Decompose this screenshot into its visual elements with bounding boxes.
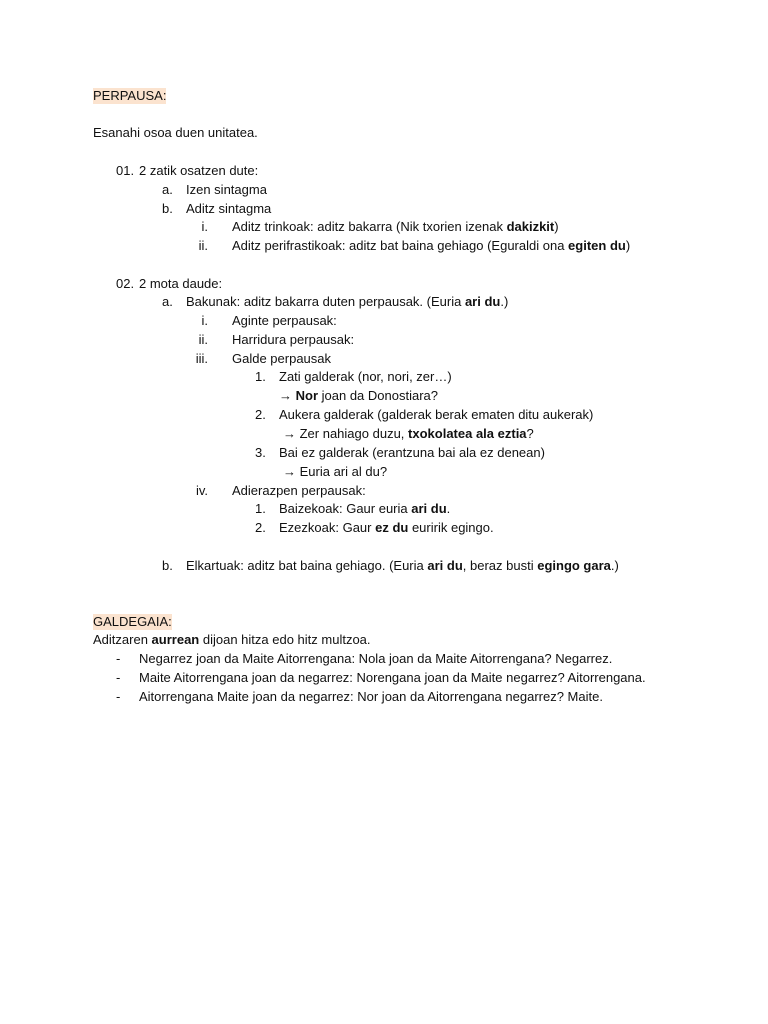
list-marker-02: 02.: [116, 276, 135, 291]
bullet-marker: -: [116, 670, 121, 685]
list-marker-01: 01.: [116, 163, 135, 178]
list-item-bakunak: Bakunak: aditz bakarra duten perpausak. (Euria ari du.): [186, 294, 509, 309]
galdegaia-definition: Aditzaren aurrean dijoan hitza edo hitz multzoa.: [93, 632, 371, 647]
list-marker-b: b.: [162, 201, 173, 216]
bullet-marker: -: [116, 651, 121, 666]
list-marker-a: a.: [162, 182, 173, 197]
list-item-harridura: Harridura perpausak:: [232, 332, 355, 347]
list-item-ezezkoak: Ezezkoak: Gaur ez du euririk egingo.: [279, 520, 494, 535]
list-item-bai-ez-galderak: Bai ez galderak (erantzuna bai ala ez denean): [279, 445, 545, 460]
list-item-adierazpen: Adierazpen perpausak:: [232, 483, 366, 498]
list-item-01: 2 zatik osatzen dute:: [139, 163, 259, 178]
list-marker-1: 1.: [255, 501, 266, 516]
bullet-item: Aitorrengana Maite joan da negarrez: Nor joan da Aitorrengana negarrez? Maite.: [139, 689, 603, 704]
list-item-zati-galderak: Zati galderak (nor, nori, zer…): [279, 369, 452, 384]
list-item-aditz-sintagma: Aditz sintagma: [186, 201, 272, 216]
example-nor: → Nor joan da Donostiara?: [279, 388, 438, 403]
perpausa-definition: Esanahi osoa duen unitatea.: [93, 125, 258, 140]
list-item-aditz-perifrastikoak: Aditz perifrastikoak: aditz bat baina gehiago (Eguraldi ona egiten du): [232, 238, 631, 253]
list-marker-2: 2.: [255, 407, 266, 422]
perpausa-heading: PERPAUSA:: [93, 88, 167, 103]
list-item-aginte: Aginte perpausak:: [232, 313, 337, 328]
list-marker-ii: ii.: [198, 238, 208, 253]
list-marker-iii: iii.: [195, 351, 208, 366]
list-item-aukera-galderak: Aukera galderak (galderak berak ematen ditu aukerak): [279, 407, 594, 422]
example-euria-ari: → Euria ari al du?: [283, 464, 388, 479]
list-marker-iv: iv.: [195, 483, 208, 498]
list-marker-b: b.: [162, 558, 173, 573]
list-marker-1: 1.: [255, 369, 266, 384]
bullet-marker: -: [116, 689, 121, 704]
list-item-elkartuak: Elkartuak: aditz bat baina gehiago. (Euria ari du, beraz busti egingo gara.): [186, 558, 619, 573]
bullet-item: Maite Aitorrengana joan da negarrez: Norengana joan da Maite negarrez? Aitorrengana.: [139, 670, 646, 685]
example-zer-nahiago: → Zer nahiago duzu, txokolatea ala eztia?: [283, 426, 534, 441]
list-marker-a: a.: [162, 294, 173, 309]
bullet-item: Negarrez joan da Maite Aitorrengana: Nola joan da Maite Aitorrengana? Negarrez.: [139, 651, 613, 666]
list-marker-ii: ii.: [198, 332, 208, 347]
list-item-baizekoak: Baizekoak: Gaur euria ari du.: [279, 501, 451, 516]
list-marker-2: 2.: [255, 520, 266, 535]
list-marker-i: i.: [201, 313, 208, 328]
list-marker-3: 3.: [255, 445, 266, 460]
list-marker-i: i.: [201, 219, 208, 234]
list-item-aditz-trinkoak: Aditz trinkoak: aditz bakarra (Nik txorien izenak dakizkit): [232, 219, 559, 234]
galdegaia-heading: GALDEGAIA:: [93, 614, 172, 629]
list-item-izen-sintagma: Izen sintagma: [186, 182, 267, 197]
list-item-galde: Galde perpausak: [232, 351, 332, 366]
list-item-02: 2 mota daude:: [139, 276, 223, 291]
